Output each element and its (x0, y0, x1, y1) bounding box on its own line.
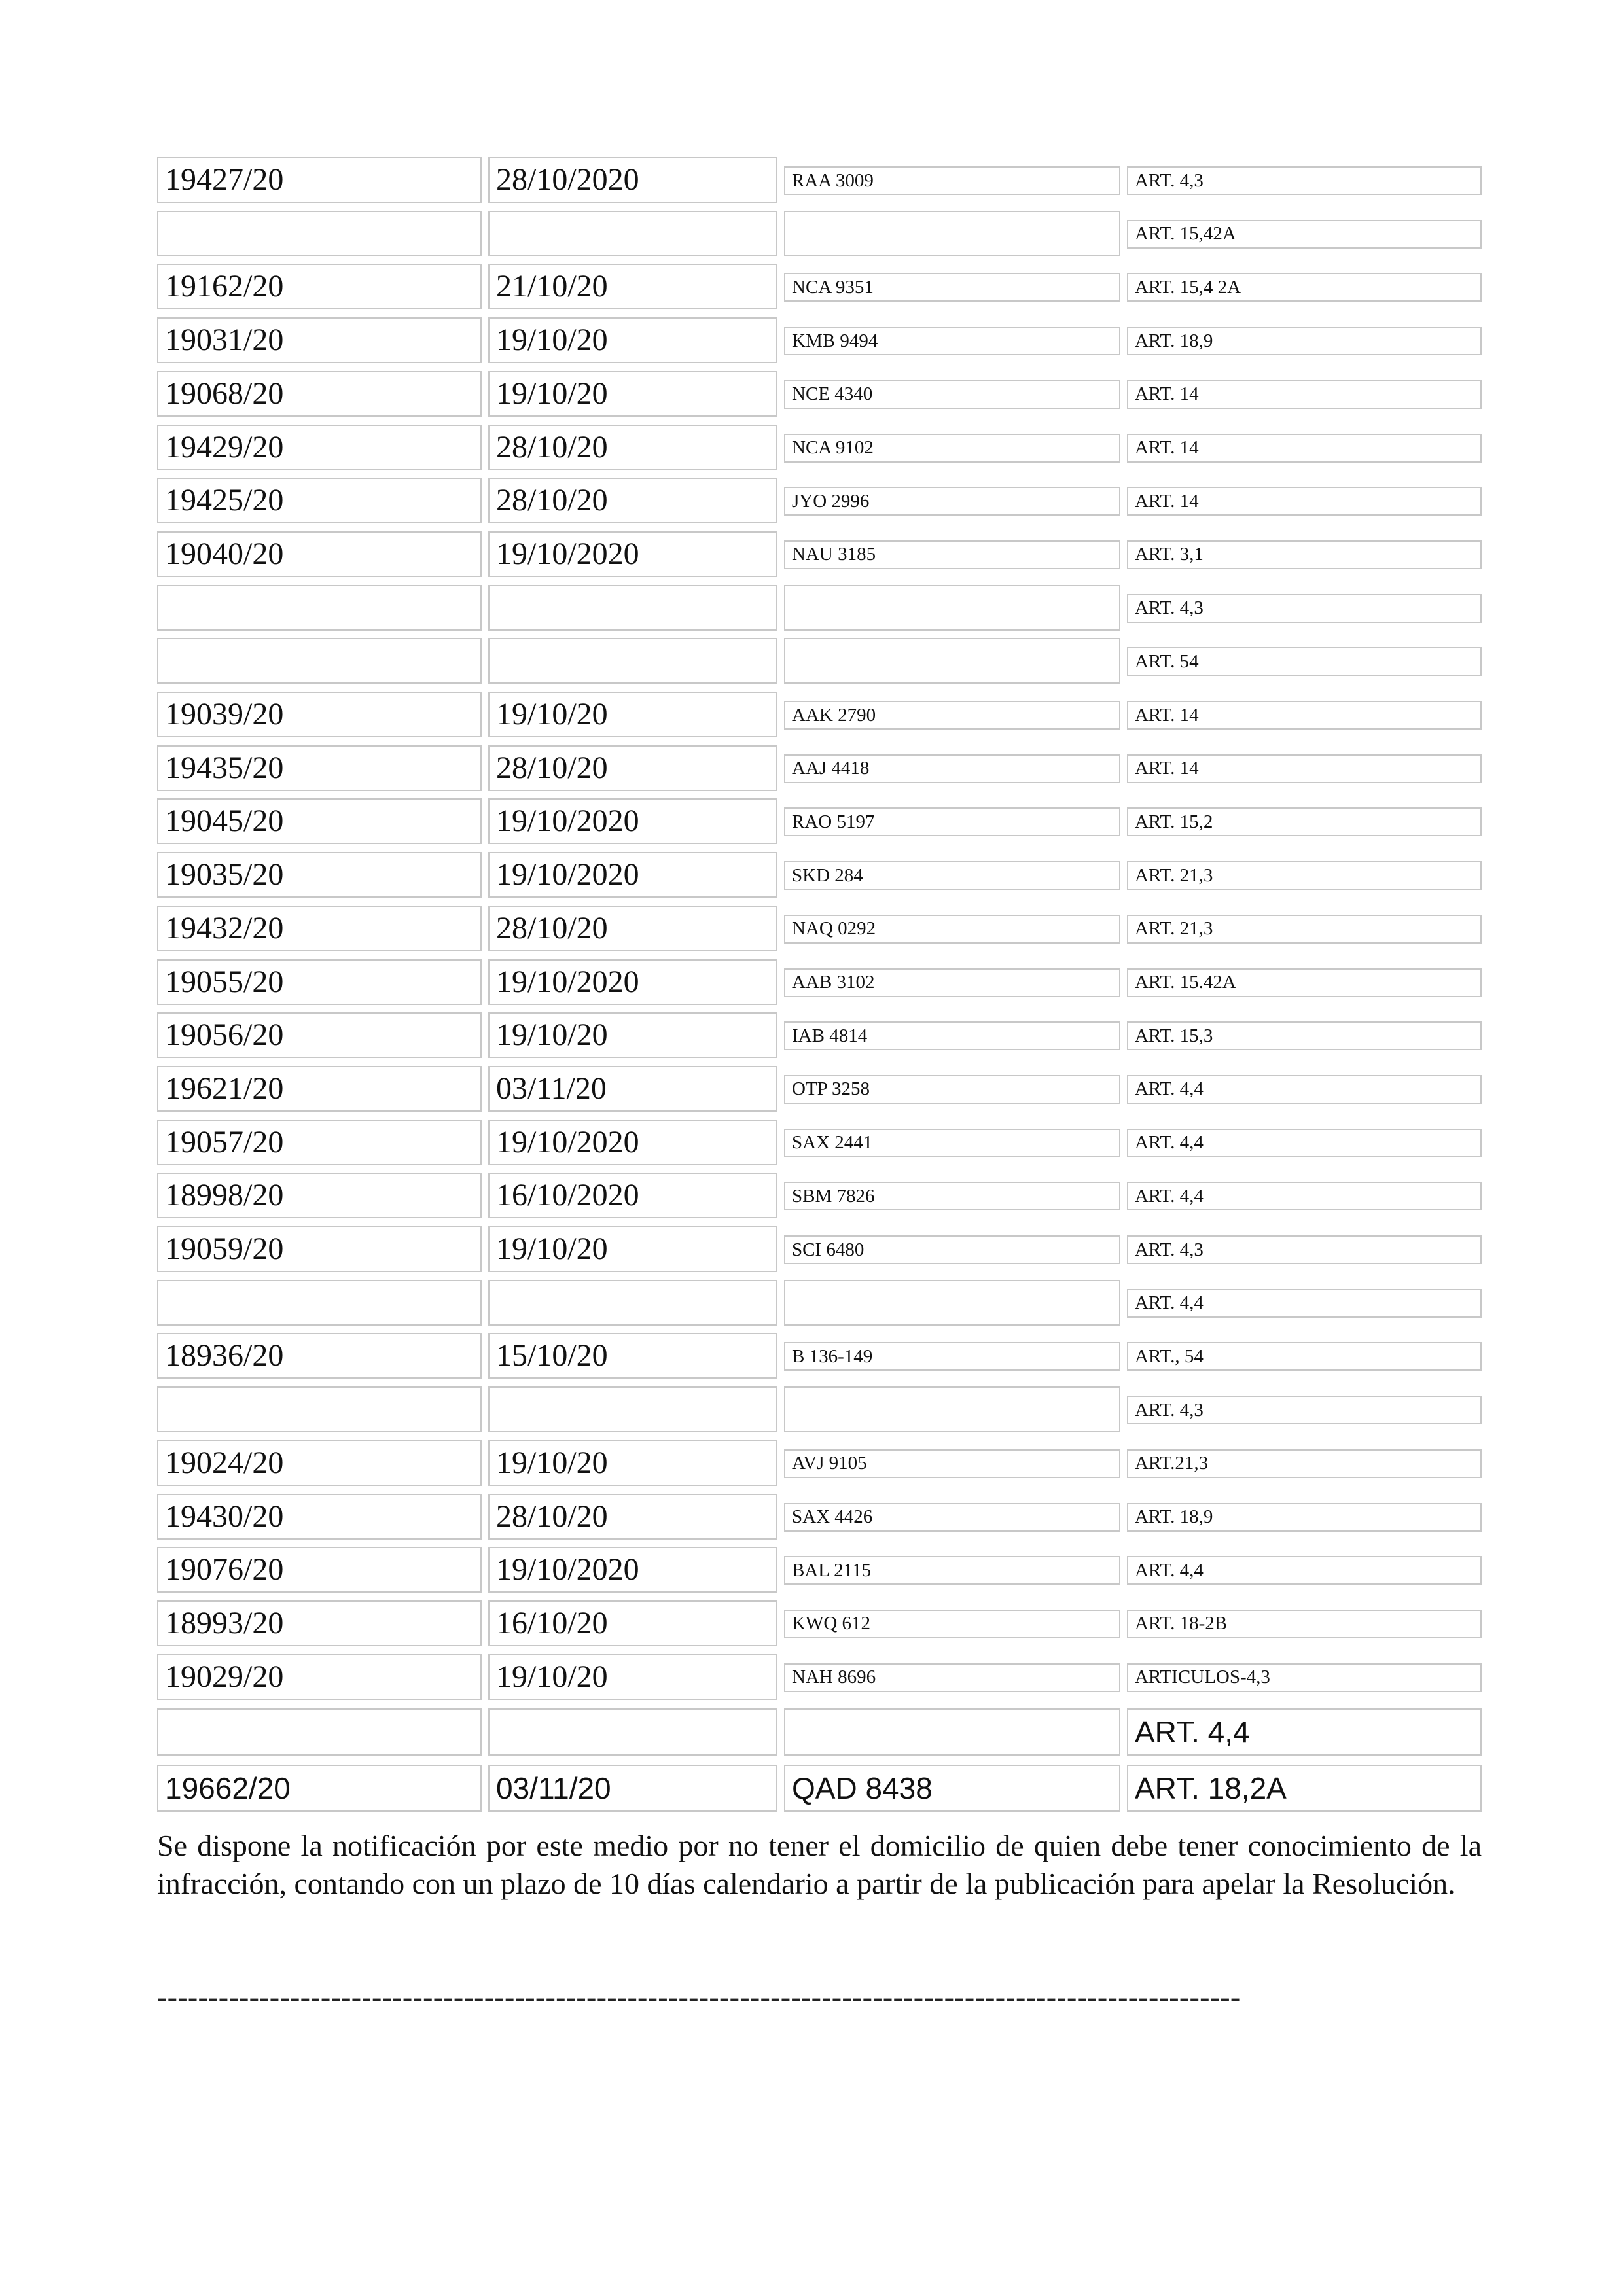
article-cell: ART. 54 (1127, 647, 1482, 676)
table-row (157, 1226, 1482, 1272)
article-cell: ART. 14 (1127, 487, 1482, 516)
article-cell: ART. 15,3 (1127, 1021, 1482, 1050)
plate-cell (784, 585, 1120, 631)
expediente-cell: 19427/20 (157, 157, 482, 203)
article-cell: ART. 21,3 (1127, 861, 1482, 890)
table-row (157, 959, 1482, 1005)
plate-cell: NCA 9102 (784, 434, 1120, 463)
table-row (157, 745, 1482, 791)
article-cell: ART. 18-2B (1127, 1610, 1482, 1638)
article-cell: ART. 4,4 (1127, 1708, 1482, 1756)
expediente-cell: 19425/20 (157, 478, 482, 523)
plate-cell: RAO 5197 (784, 807, 1120, 836)
date-cell: 28/10/20 (488, 478, 777, 523)
expediente-cell: 19432/20 (157, 906, 482, 951)
expediente-cell: 19029/20 (157, 1654, 482, 1700)
date-cell: 19/10/2020 (488, 1547, 777, 1593)
plate-cell: AAK 2790 (784, 701, 1120, 730)
expediente-cell (157, 585, 482, 631)
expediente-cell (157, 638, 482, 684)
date-cell: 19/10/2020 (488, 852, 777, 898)
table-row (157, 585, 1482, 631)
article-cell: ART. 4,3 (1127, 1235, 1482, 1264)
date-cell (488, 1280, 777, 1326)
article-cell: ART. 15,2 (1127, 807, 1482, 836)
table-row (157, 1386, 1482, 1432)
expediente-cell: 19055/20 (157, 959, 482, 1005)
table-row (157, 317, 1482, 363)
article-cell: ART. 15.42A (1127, 968, 1482, 997)
date-cell: 21/10/20 (488, 264, 777, 309)
article-cell: ART. 14 (1127, 701, 1482, 730)
plate-cell: AVJ 9105 (784, 1449, 1120, 1478)
date-cell: 19/10/2020 (488, 959, 777, 1005)
date-cell: 28/10/20 (488, 745, 777, 791)
plate-cell (784, 1280, 1120, 1326)
article-cell: ART. 15,4 2A (1127, 273, 1482, 302)
date-cell (488, 211, 777, 256)
table-row (157, 1440, 1482, 1486)
table-row (157, 1280, 1482, 1326)
date-cell: 19/10/20 (488, 1226, 777, 1272)
article-cell: ART. 18,9 (1127, 1503, 1482, 1532)
expediente-cell: 19024/20 (157, 1440, 482, 1486)
table-row (157, 1012, 1482, 1058)
table-row (157, 478, 1482, 523)
plate-cell (784, 1708, 1120, 1756)
expediente-cell: 19076/20 (157, 1547, 482, 1593)
plate-cell: QAD 8438 (784, 1765, 1120, 1812)
table-row (157, 906, 1482, 951)
article-cell: ARTICULOS-4,3 (1127, 1663, 1482, 1692)
article-cell: ART. 4,4 (1127, 1182, 1482, 1210)
date-cell: 19/10/2020 (488, 1120, 777, 1165)
date-cell (488, 585, 777, 631)
plate-cell: AAJ 4418 (784, 754, 1120, 783)
table-row (157, 371, 1482, 417)
article-cell: ART.21,3 (1127, 1449, 1482, 1478)
table-row (157, 425, 1482, 470)
plate-cell: KMB 9494 (784, 327, 1120, 355)
expediente-cell (157, 211, 482, 256)
date-cell (488, 638, 777, 684)
article-cell: ART. 4,4 (1127, 1289, 1482, 1318)
plate-cell (784, 638, 1120, 684)
expediente-cell (157, 1386, 482, 1432)
date-cell: 28/10/20 (488, 425, 777, 470)
article-cell: ART., 54 (1127, 1342, 1482, 1371)
separator-line: ---------------------------------------------------------------------------------------------------------- (157, 1980, 1241, 2013)
date-cell: 15/10/20 (488, 1333, 777, 1379)
expediente-cell: 19045/20 (157, 798, 482, 844)
expediente-cell (157, 1280, 482, 1326)
plate-cell: SCI 6480 (784, 1235, 1120, 1264)
table-row (157, 1600, 1482, 1646)
date-cell: 03/11/20 (488, 1765, 777, 1812)
expediente-cell: 19430/20 (157, 1494, 482, 1540)
table-row (157, 157, 1482, 203)
date-cell: 03/11/20 (488, 1066, 777, 1112)
date-cell: 28/10/2020 (488, 157, 777, 203)
date-cell: 28/10/20 (488, 1494, 777, 1540)
expediente-cell: 19621/20 (157, 1066, 482, 1112)
expediente-cell: 19031/20 (157, 317, 482, 363)
table-row (157, 531, 1482, 577)
expediente-cell: 18936/20 (157, 1333, 482, 1379)
article-cell: ART. 4,4 (1127, 1129, 1482, 1157)
date-cell: 19/10/20 (488, 371, 777, 417)
article-cell: ART. 18,9 (1127, 327, 1482, 355)
expediente-cell: 19040/20 (157, 531, 482, 577)
expediente-cell: 19162/20 (157, 264, 482, 309)
table-row (157, 211, 1482, 256)
expediente-cell: 19035/20 (157, 852, 482, 898)
plate-cell: OTP 3258 (784, 1075, 1120, 1104)
table-row (157, 852, 1482, 898)
date-cell: 19/10/2020 (488, 798, 777, 844)
expediente-cell: 19056/20 (157, 1012, 482, 1058)
table-row (157, 1765, 1482, 1812)
expediente-cell: 18993/20 (157, 1600, 482, 1646)
plate-cell: SBM 7826 (784, 1182, 1120, 1210)
table-row (157, 1333, 1482, 1379)
plate-cell: NCE 4340 (784, 380, 1120, 409)
plate-cell: SAX 4426 (784, 1503, 1120, 1532)
date-cell: 16/10/20 (488, 1600, 777, 1646)
date-cell (488, 1708, 777, 1756)
plate-cell: SKD 284 (784, 861, 1120, 890)
date-cell (488, 1386, 777, 1432)
expediente-cell: 19435/20 (157, 745, 482, 791)
article-cell: ART. 4,3 (1127, 594, 1482, 623)
article-cell: ART. 3,1 (1127, 540, 1482, 569)
article-cell: ART. 15,42A (1127, 220, 1482, 249)
article-cell: ART. 21,3 (1127, 915, 1482, 944)
table-row (157, 798, 1482, 844)
table-row (157, 1654, 1482, 1700)
plate-cell: RAA 3009 (784, 166, 1120, 195)
expediente-cell: 18998/20 (157, 1173, 482, 1218)
expediente-cell: 19429/20 (157, 425, 482, 470)
table-row (157, 1708, 1482, 1756)
expediente-cell: 19059/20 (157, 1226, 482, 1272)
notice-paragraph: Se dispone la notificación por este medio por no tener el domicilio de quien debe tener conocimiento de la infracción, contando con un plazo de 10 días calendario a partir de la publicación para apelar la Resolución. (157, 1829, 1482, 1900)
table-row (157, 1547, 1482, 1593)
plate-cell: NCA 9351 (784, 273, 1120, 302)
expediente-cell (157, 1708, 482, 1756)
date-cell: 19/10/20 (488, 1440, 777, 1486)
plate-cell: JYO 2996 (784, 487, 1120, 516)
table-row (157, 638, 1482, 684)
date-cell: 16/10/2020 (488, 1173, 777, 1218)
plate-cell: B 136-149 (784, 1342, 1120, 1371)
plate-cell (784, 211, 1120, 256)
date-cell: 19/10/20 (488, 692, 777, 737)
table-row (157, 1494, 1482, 1540)
table-row (157, 692, 1482, 737)
expediente-cell: 19039/20 (157, 692, 482, 737)
table-row (157, 1173, 1482, 1218)
plate-cell: AAB 3102 (784, 968, 1120, 997)
article-cell: ART. 4,3 (1127, 1396, 1482, 1424)
plate-cell: NAH 8696 (784, 1663, 1120, 1692)
date-cell: 28/10/20 (488, 906, 777, 951)
article-cell: ART. 4,4 (1127, 1556, 1482, 1585)
expediente-cell: 19068/20 (157, 371, 482, 417)
plate-cell: KWQ 612 (784, 1610, 1120, 1638)
plate-cell: IAB 4814 (784, 1021, 1120, 1050)
table-row (157, 1120, 1482, 1165)
plate-cell: BAL 2115 (784, 1556, 1120, 1585)
article-cell: ART. 14 (1127, 754, 1482, 783)
article-cell: ART. 14 (1127, 434, 1482, 463)
date-cell: 19/10/20 (488, 1654, 777, 1700)
article-cell: ART. 4,3 (1127, 166, 1482, 195)
date-cell: 19/10/20 (488, 317, 777, 363)
plate-cell (784, 1386, 1120, 1432)
expediente-cell: 19662/20 (157, 1765, 482, 1812)
article-cell: ART. 18,2A (1127, 1765, 1482, 1812)
expediente-cell: 19057/20 (157, 1120, 482, 1165)
date-cell: 19/10/20 (488, 1012, 777, 1058)
plate-cell: NAU 3185 (784, 540, 1120, 569)
article-cell: ART. 14 (1127, 380, 1482, 409)
plate-cell: SAX 2441 (784, 1129, 1120, 1157)
article-cell: ART. 4,4 (1127, 1075, 1482, 1104)
table-row (157, 1066, 1482, 1112)
table-row (157, 264, 1482, 309)
date-cell: 19/10/2020 (488, 531, 777, 577)
plate-cell: NAQ 0292 (784, 915, 1120, 944)
